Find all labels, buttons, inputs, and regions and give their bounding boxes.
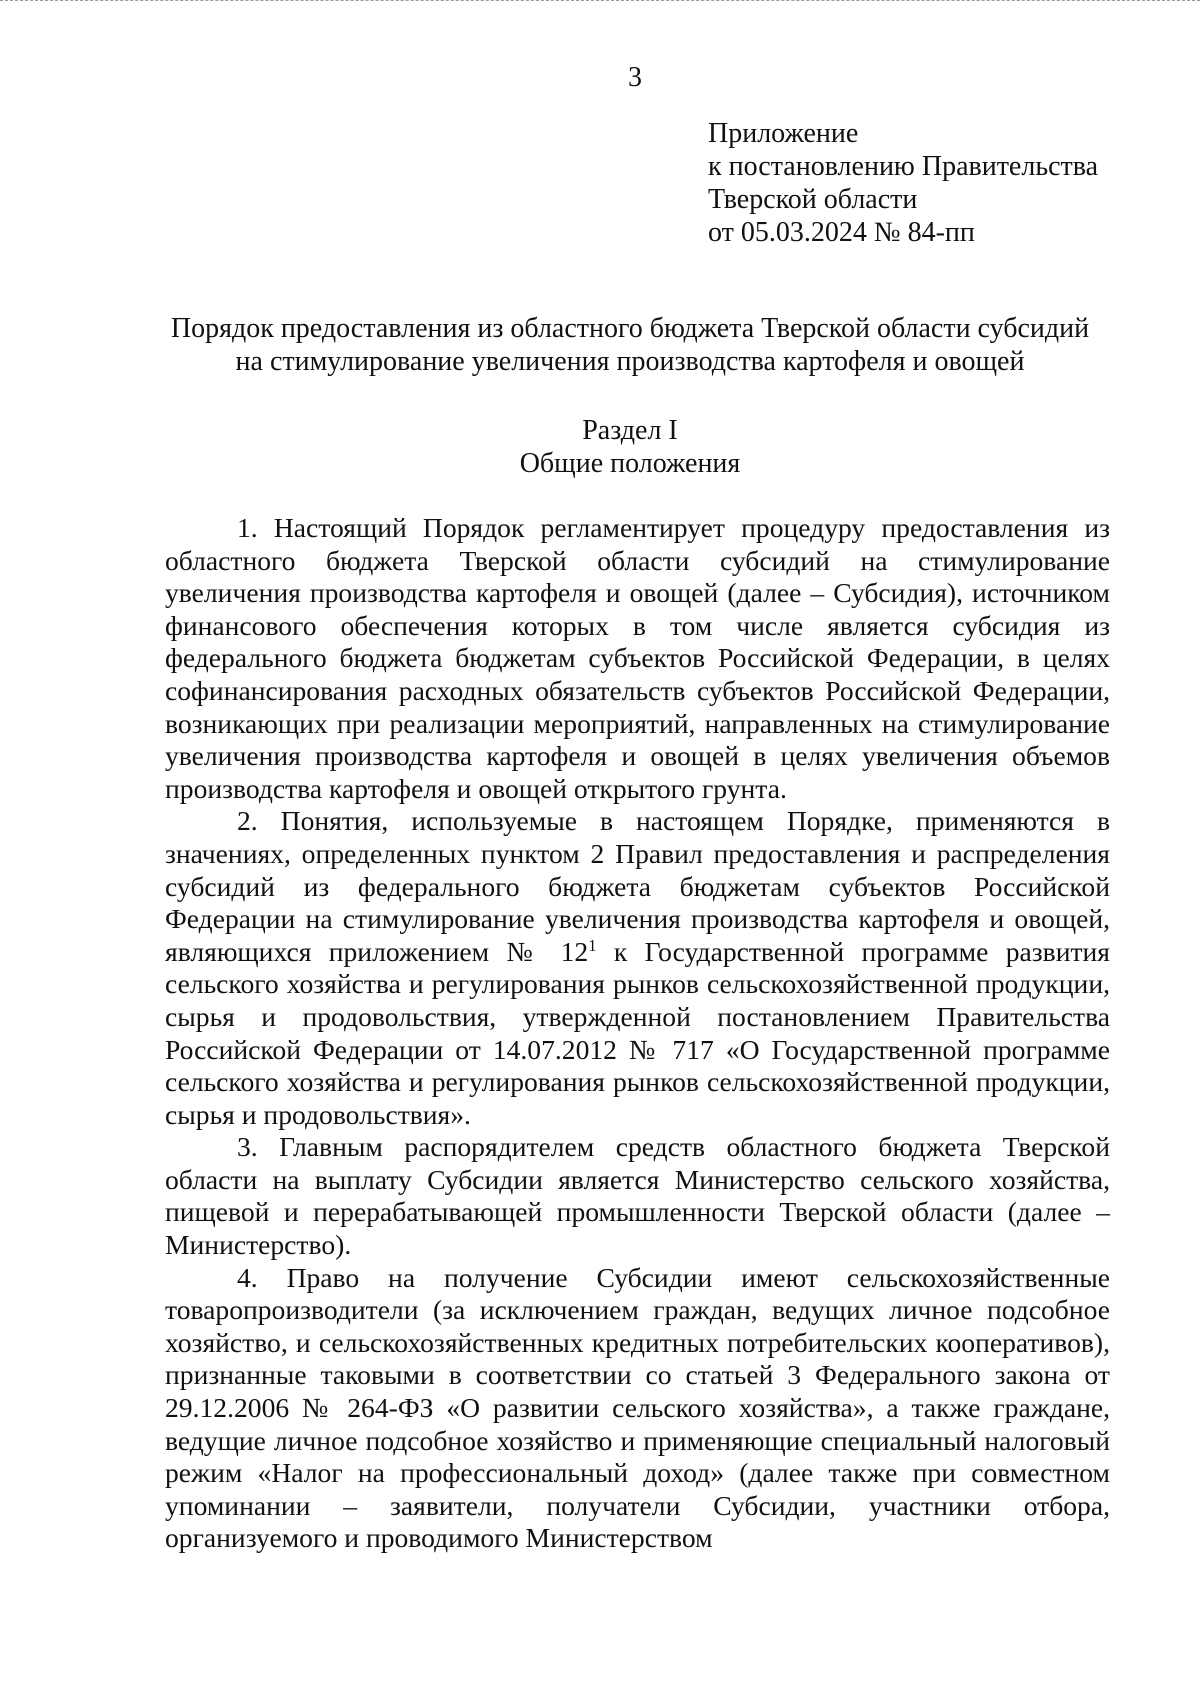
body-text	[165, 512, 1110, 1555]
document-title	[150, 312, 1110, 378]
paragraph-2-text-b: к Государственной программе развития сельского хозяйства и регулирования рынков сельскохозяйственной продукции, сырья и продовольствия, утвержденной постановлением Правительства Российской Федерации от 14.07.2012 № 717 «О Государственной программе сельского хозяйства и регулирования рынков сельскохозяйственной продукции, сырья и продовольствия».	[165, 935, 1110, 1130]
section-name: Общие положения	[519, 448, 741, 479]
title-line-2: на стимулирование увеличения производства картофеля и овощей	[235, 346, 1025, 377]
paragraph-1: 1. Настоящий Порядок регламентирует процедуру предоставления из областного бюджета Тверской области субсидий на стимулирование увеличения производства картофеля и овощей (далее – Субсидия), источником финансового обеспечения которых в том числе является субсидия из федерального бюджета бюджетам субъектов Российской Федерации, в целях софинансирования расходных обязательств субъектов Российской Федерации, возникающих при реализации мероприятий, направленных на стимулирование увеличения производства картофеля и овощей в целях увеличения объемов производства картофеля и овощей открытого грунта.	[165, 512, 1110, 804]
page-number: 3	[628, 62, 642, 93]
appendix-line-1: Приложение	[708, 118, 859, 149]
appendix-line-4: от 05.03.2024 № 84-пп	[708, 217, 975, 248]
paragraph-3: 3. Главным распорядителем средств областного бюджета Тверской области на выплату Субсидии является Министерство сельского хозяйства, пищевой и перерабатывающей промышленности Тверской области (далее – Министерство).	[165, 1131, 1110, 1261]
title-line-1: Порядок предоставления из областного бюджета Тверской области субсидий	[170, 313, 1090, 344]
paragraph-2-superscript: 1	[588, 935, 597, 955]
paragraph-2-text-a: 2. Понятия, используемые в настоящем Порядке, применяются в значениях, определенных пунктом 2 Правил предоставления и распределения субсидий из федерального бюджета бюджетам субъектов Российской Федерации на стимулирование увеличения производства картофеля и овощей, являющихся приложением № 12	[165, 805, 1110, 967]
appendix-block	[708, 117, 1098, 249]
appendix-line-3: Тверской области	[708, 184, 918, 215]
paragraph-4: 4. Право на получение Субсидии имеют сельскохозяйственные товаропроизводители (за исключением граждан, ведущих личное подсобное хозяйство, и сельскохозяйственных кредитных потребительских кооперативов), признанные таковыми в соответствии со статьей 3 Федерального закона от 29.12.2006 № 264-ФЗ «О развитии сельского хозяйства», а также граждане, ведущие личное подсобное хозяйство и применяющие специальный налоговый режим «Налог на профессиональный доход» (далее также при совместном упоминании – заявители, получатели Субсидии, участники отбора, организуемого и проводимого Министерством	[165, 1261, 1110, 1554]
section-heading	[150, 414, 1110, 480]
section-number: Раздел I	[582, 415, 678, 446]
appendix-line-2: к постановлению Правительства	[708, 151, 1099, 182]
paragraph-2	[165, 805, 1110, 1131]
scan-top-edge	[0, 0, 1200, 4]
